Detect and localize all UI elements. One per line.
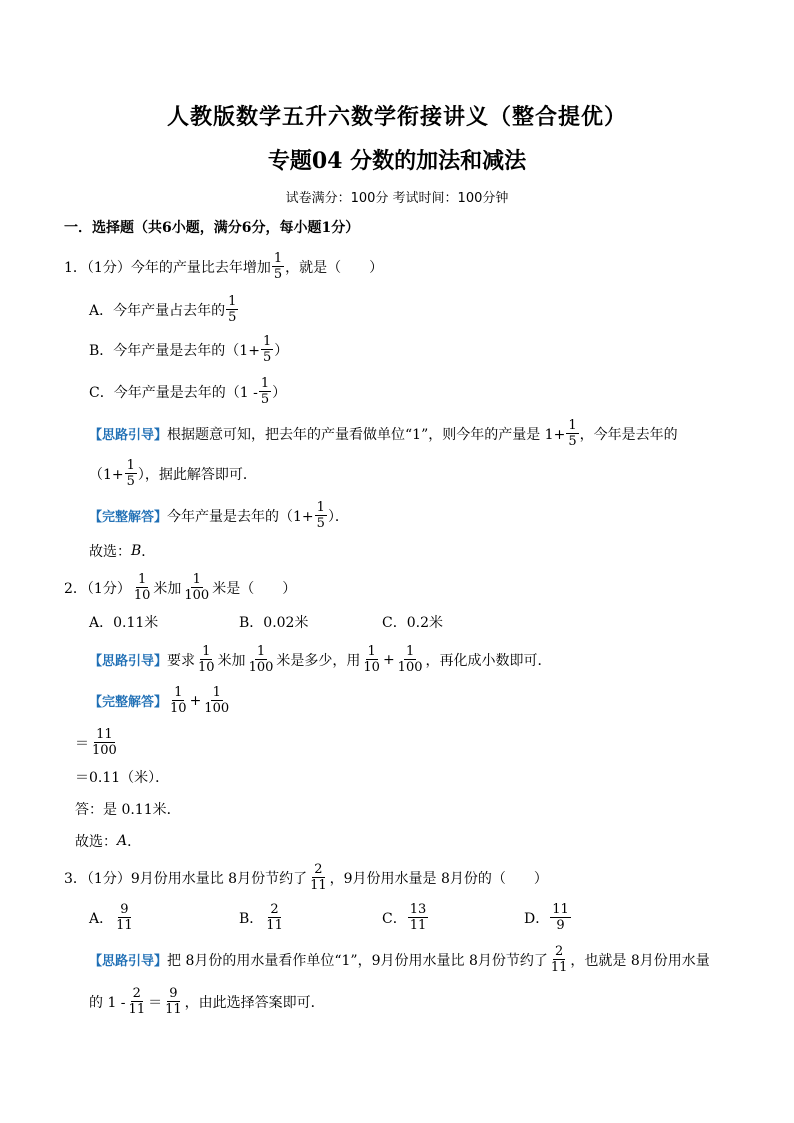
fraction: $\frac{1}{5}$ [273, 251, 283, 282]
q1-hint: 【思路引导】 根据题意可知，把去年的产量看做单位“1”，则今年的产量是 1+ $\frac{1}{5}$ ，今年是去年的 [89, 418, 678, 449]
q3-option-b: B． $\frac{2}{11}$ [239, 902, 283, 933]
q2-choice: 故选： A ． [75, 833, 142, 850]
q3-option-a: A． $\frac{9}{11}$ [89, 902, 133, 933]
fraction: $\frac{1}{100}$ [204, 685, 230, 716]
q3-hint-cont: 的 1 - $\frac{2}{11}$ ＝ $\frac{9}{11}$ ，由此选择答案即可． [89, 986, 325, 1017]
q1-option-c: C．今年产量是去年的（1 - $\frac{1}{5}$ ） [89, 376, 287, 407]
q2-hint: 【思路引导】 要求 $\frac{1}{10}$ 米加 $\frac{1}{100}$ 米是多少，用 $\frac{1}{10}$ + $\frac{1}{100}$ ，再化成小数即可． [89, 644, 552, 675]
document-title: 人教版数学五升六数学衔接讲义（整合提优） [166, 104, 627, 130]
fraction: $\frac{11}{9}$ [552, 902, 569, 933]
fraction: $\frac{1}{10}$ [170, 685, 187, 716]
q2-options [89, 612, 443, 632]
fraction: $\frac{9}{11}$ [116, 902, 133, 933]
answer-tag: 【完整解答】 [89, 510, 168, 525]
fraction: $\frac{9}{11}$ [165, 986, 182, 1017]
q3-option-d: D． $\frac{11}{9}$ [524, 902, 569, 933]
q1-hint-cont: （1+ $\frac{1}{5}$ ），据此解答即可． [89, 458, 257, 489]
fraction: $\frac{1}{10}$ [133, 572, 151, 603]
q2-option-b: B．0.02米 [239, 615, 309, 631]
answer-tag: 【完整解答】 [89, 695, 168, 710]
exam-meta: 试卷满分：100分 考试时间：100分钟 [285, 191, 509, 206]
q1-option-a: A．今年产量占去年的 $\frac{1}{5}$ [89, 294, 237, 325]
fraction: $\frac{2}{11}$ [128, 986, 146, 1017]
document-subtitle: 专题04 分数的加法和减法 [267, 148, 527, 174]
q2-step: ＝ $\frac{11}{100}$ [75, 727, 117, 758]
q1-choice: 故选： B ． [89, 543, 156, 560]
section-heading: 一．选择题（共6小题，满分6分，每小题1分） [64, 220, 360, 236]
fraction: $\frac{1}{5}$ [262, 334, 272, 365]
fraction: $\frac{13}{11}$ [409, 902, 427, 933]
q2-stem: 2．（1分） $\frac{1}{10}$ 米加 $\frac{1}{100}$ 米是（ ） [64, 572, 297, 603]
hint-tag: 【思路引导】 [89, 428, 168, 443]
q3-option-c: C． $\frac{13}{11}$ [382, 902, 427, 933]
fraction: $\frac{2}{11}$ [550, 944, 568, 975]
fraction: $\frac{1}{5}$ [568, 418, 577, 449]
hint-tag: 【思路引导】 [89, 954, 168, 969]
fraction: $\frac{1}{100}$ [248, 644, 274, 675]
q1-stem: 1．（1分）今年的产量比去年增加 $\frac{1}{5}$ ，就是（ ） [64, 251, 384, 282]
q3-stem: 3．（1分）9月份用水量比 8月份节约了 $\frac{2}{11}$ ，9月份用水量是 8月份的（ ） [64, 862, 548, 893]
fraction: $\frac{1}{5}$ [260, 376, 270, 407]
fraction: $\frac{1}{10}$ [198, 644, 215, 675]
q2-result: ＝0.11（米）． [75, 770, 170, 786]
fraction: $\frac{1}{10}$ [363, 644, 380, 675]
q3-hint: 【思路引导】 把 8月份的用水量看作单位“1”，9月份用水量比 8月份节约了 $\frac{2}{11}$ ，也就是 8月份用水量 [89, 944, 710, 975]
fraction: $\frac{2}{11}$ [266, 902, 283, 933]
q2-option-a: A．0.11米 [89, 615, 159, 631]
fraction: $\frac{1}{5}$ [228, 294, 237, 325]
fraction: $\frac{1}{5}$ [126, 458, 135, 489]
fraction: $\frac{1}{100}$ [397, 644, 423, 675]
fraction: $\frac{1}{5}$ [316, 500, 325, 531]
fraction: $\frac{2}{11}$ [310, 862, 327, 893]
q2-answer: 【完整解答】 $\frac{1}{10}$ + $\frac{1}{100}$ [89, 685, 230, 716]
q3-options [89, 902, 572, 933]
q1-option-b: B．今年产量是去年的（1+ $\frac{1}{5}$ ） [89, 334, 289, 365]
fraction: $\frac{1}{100}$ [184, 572, 210, 603]
hint-tag: 【思路引导】 [89, 654, 168, 669]
q1-answer: 【完整解答】 今年产量是去年的（1+ $\frac{1}{5}$ ）． [89, 500, 349, 531]
fraction: $\frac{11}{100}$ [92, 727, 117, 758]
q2-option-c: C．0.2米 [382, 615, 443, 631]
q2-reply: 答：是 0.11米． [75, 802, 181, 818]
